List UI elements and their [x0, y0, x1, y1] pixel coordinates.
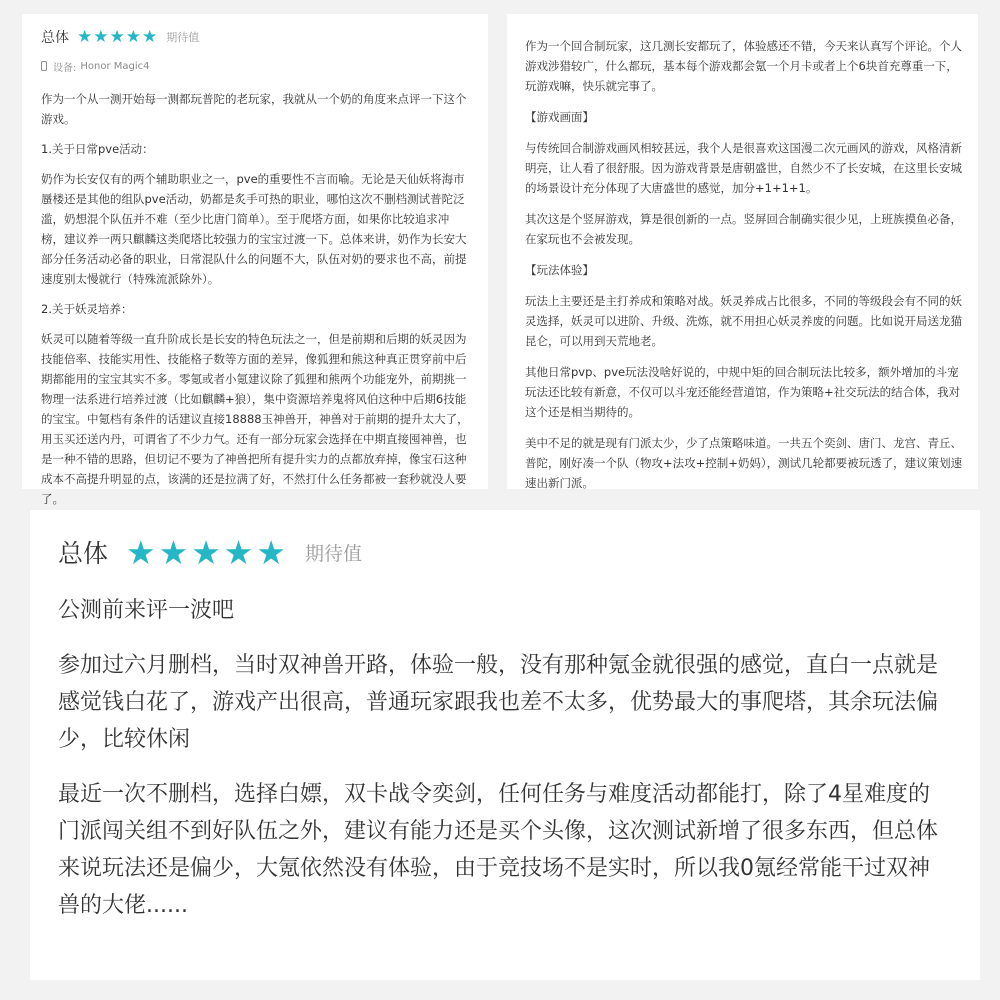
- section-heading: 【玩法体验】: [525, 263, 594, 277]
- star-icon: ★: [191, 532, 221, 572]
- review-title: 公测前来评一波吧: [58, 598, 235, 623]
- star-icon: ★: [109, 26, 125, 47]
- section-heading: 1.关于日常pve活动：: [41, 142, 154, 156]
- review-card-left: [22, 14, 488, 506]
- star-icon: ★: [142, 26, 158, 47]
- device-label: 设备:: [53, 62, 77, 74]
- review-paragraph: 其他日常pvp、pve玩法没啥好说的，中规中矩的回合制玩法比较多，额外增加的斗宠玩法还比较有新意，不仅可以斗宠还能经营道馆，作为策略+社交玩法的结合体，我对这个还是相当期待的。: [525, 365, 961, 419]
- review-card-right: [507, 14, 978, 489]
- star-icon: ★: [158, 532, 189, 572]
- star-icon: ★: [77, 26, 93, 47]
- review-paragraph: 参加过六月删档，当时双神兽开路，体验一般，没有那种氪金就很强的感觉，直白一点就是感觉钱白花了，游戏产出很高，普通玩家跟我也差不太多，优势最大的事爬塔，其余玩法偏少，比较休闲: [58, 653, 939, 752]
- review-card-bottom: [30, 510, 980, 980]
- phone-icon: [41, 61, 47, 71]
- star-rating: [126, 532, 289, 572]
- device-info: [41, 57, 470, 75]
- star-icon: ★: [126, 532, 156, 572]
- review-paragraph: 妖灵可以随着等级一直升阶成长是长安的特色玩法之一，但是前期和后期的妖灵因为技能倍率、技能实用性、技能格子数等方面的差异，像狐狸和熊这种真正贯穿前中后期都能用的宝宝其实不多。零氪或者小氪建议除了狐狸和熊两个功能宠外，前期挑一物理一法系进行培养过渡（比如麒麟+狼），集中资源培养鬼将风伯这种中后期6技能的宝宝。中氪档有条件的话建议直接18888玉神兽开，神兽对于前期的提升太大了，用玉买还送内丹，可谓省了不少力气。还有一部分玩家会选择在中期直接囤神兽，也是一种不错的思路，但切记不要为了神兽把所有提升实力的点都放弃掉，像宝石这种成本不高提升明显的点，该满的还是拉满了好，不然打什么任务都被一套秒就没人要了。: [41, 332, 469, 506]
- star-icon: ★: [125, 26, 141, 47]
- review-paragraph: 与传统回合制游戏画风相较甚远，我个人是很喜欢这国漫二次元画风的游戏，风格清新明亮，让人看了很舒服。因为游戏背景是唐朝盛世，自然少不了长安城，在这里长安城的场景设计充分体现了大唐盛世的感觉，加分+1+1+1。: [525, 141, 962, 195]
- rating-label: 总体: [58, 539, 109, 568]
- device-name: Honor Magic4: [80, 60, 150, 72]
- rating-text: 期待值: [304, 542, 362, 565]
- rating-text: 期待值: [166, 31, 200, 44]
- review-paragraph: 玩法上主要还是主打养成和策略对战。妖灵养成占比很多，不同的等级段会有不同的妖灵选择，妖灵可以进阶、升级、洗炼，就不用担心妖灵养废的问题。比如说开局送龙猫昆仑，可以用到天荒地老。: [525, 294, 962, 348]
- review-paragraph: 作为一个从一测开始每一测都玩普陀的老玩家，我就从一个奶的角度来点评一下这个游戏。: [41, 92, 467, 126]
- review-paragraph: 其次这是个竖屏游戏，算是很创新的一点。竖屏回合制确实很少见，上班族摸鱼必备，在家玩也不会被发现。: [525, 212, 962, 246]
- section-heading: 【游戏画面】: [525, 110, 594, 124]
- rating-label: 总体: [41, 30, 69, 46]
- review-paragraph: 美中不足的就是现有门派太少，少了点策略味道。一共五个奕剑、唐门、龙宫、青丘、普陀，刚好凑一个队（物攻+法攻+控制+奶妈），测试几轮都要被玩透了，建议策划速速出新门派。: [525, 436, 963, 490]
- review-paragraph: 最近一次不删档，选择白嫖，双卡战令奕剑，任何任务与难度活动都能打，除了4星难度的门派闯关组不到好队伍之外，建议有能力还是买个头像，这次测试新增了很多东西，但总体来说玩法还是偏少，大氪依然没有体验，由于竞技场不是实时，所以我0氪经常能干过双神兽的大佬......: [58, 782, 939, 918]
- section-heading: 2.关于妖灵培养：: [41, 302, 133, 316]
- star-icon: ★: [223, 532, 254, 572]
- star-icon: ★: [93, 26, 109, 47]
- rating-row: [41, 25, 470, 49]
- rating-row: [58, 532, 950, 572]
- star-rating: [77, 26, 158, 47]
- star-icon: ★: [256, 532, 286, 572]
- review-paragraph: 作为一个回合制玩家，这几测长安都玩了，体验感还不错，今天来认真写个评论。个人游戏涉猎较广，什么都玩，基本每个游戏都会氪一个月卡或者上个6块首充尊重一下，玩游戏嘛，快乐就完事了。: [525, 39, 962, 93]
- review-paragraph: 奶作为长安仅有的两个辅助职业之一，pve的重要性不言而喻。无论是天仙妖将海市蜃楼还是其他的组队pve活动，奶都是炙手可热的职业，哪怕这次不删档测试普陀泛滥，奶想混个队伍并不难（至少比唐门简单）。至于爬塔方面，如果你比较追求冲榜，建议养一两只麒麟这类爬塔比较强力的宝宝过渡一下。总体来讲，奶作为长安大部分任务活动必备的职业，日常混队什么的问题不大，队伍对奶的要求也不高，前提速度别太慢就行（特殊流派除外）。: [41, 172, 467, 286]
